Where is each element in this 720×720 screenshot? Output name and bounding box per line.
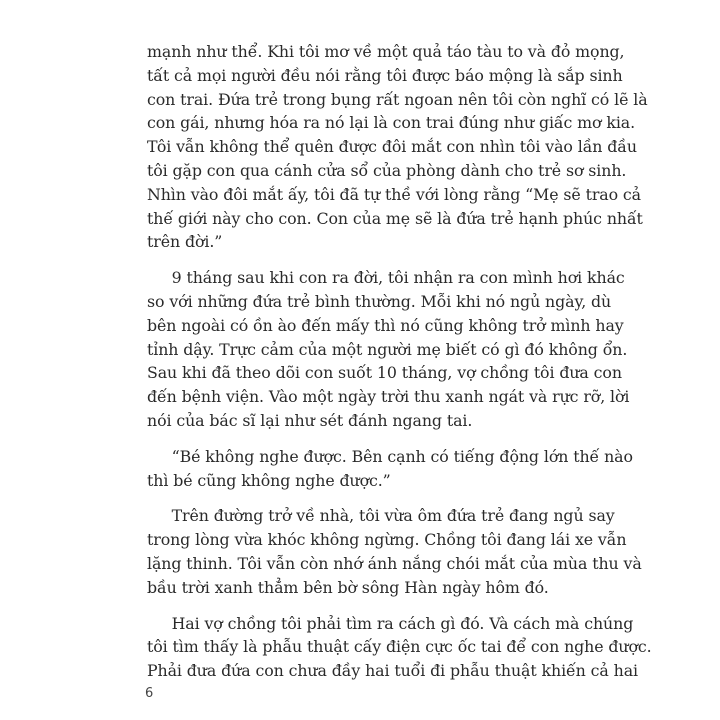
text-line: tôi tìm thấy là phẫu thuật cấy điện cực ốc tai để con nghe được. <box>147 637 652 657</box>
text-line: bên ngoài có ồn ào đến mấy thì nó cũng không trở mình hay <box>147 315 624 335</box>
text-line: con trai. Đứa trẻ trong bụng rất ngoan nên tôi còn nghĩ có lẽ là <box>147 89 648 109</box>
text-line: so với những đứa trẻ bình thường. Mỗi khi nó ngủ ngày, dù <box>147 291 612 311</box>
text-line: Phải đưa đứa con chưa đầy hai tuổi đi phẫu thuật khiến cả hai <box>147 661 638 681</box>
text-line: mạnh như thể. Khi tôi mơ về một quả táo tàu to và đỏ mọng, <box>147 42 625 61</box>
text-line: 9 tháng sau khi con ra đời, tôi nhận ra con mình hơi khác <box>147 268 625 288</box>
body-text <box>147 40 652 695</box>
text-line: tôi gặp con qua cánh cửa sổ của phòng dành cho trẻ sơ sinh. <box>147 160 627 180</box>
text-line: lặng thinh. Tôi vẫn còn nhớ ánh nắng chói mắt của mùa thu và <box>147 553 642 573</box>
paragraph-2 <box>147 266 630 433</box>
page-number: 6 <box>145 686 154 701</box>
text-line: Hai vợ chồng tôi phải tìm ra cách gì đó. Và cách mà chúng <box>147 613 634 633</box>
text-line: trong lòng vừa khóc không ngừng. Chồng tôi đang lái xe vẫn <box>147 530 627 550</box>
text-line: Sau khi đã theo dõi con suốt 10 tháng, vợ chồng tôi đưa con <box>147 363 622 383</box>
text-line: tỉnh dậy. Trực cảm của một người mẹ biết có gì đó không ổn. <box>147 339 628 359</box>
text-line: bầu trời xanh thẳm bên bờ sông Hàn ngày hôm đó. <box>147 577 549 597</box>
text-line: đến bệnh viện. Vào một ngày trời thu xanh ngát và rực rỡ, lời <box>147 387 630 407</box>
text-line: Trên đường trở về nhà, tôi vừa ôm đứa trẻ đang ngủ say <box>147 506 615 526</box>
text-line: thì bé cũng không nghe được.” <box>147 470 391 490</box>
paragraph-1 <box>147 40 648 254</box>
text-line: con gái, nhưng hóa ra nó lại là con trai đúng như giấc mơ kia. <box>147 113 636 133</box>
text-line: trên đời.” <box>147 232 223 252</box>
paragraph-5 <box>147 612 652 683</box>
text-line: “Bé không nghe được. Bên cạnh có tiếng động lớn thế nào <box>147 446 633 466</box>
text-line: tất cả mọi người đều nói rằng tôi được báo mộng là sắp sinh <box>147 65 623 85</box>
text-line: nói của bác sĩ lại như sét đánh ngang tai. <box>147 410 473 430</box>
text-line: thế giới này cho con. Con của mẹ sẽ là đứa trẻ hạnh phúc nhất <box>147 208 643 228</box>
text-line: Nhìn vào đôi mắt ấy, tôi đã tự thề với lòng rằng “Mẹ sẽ trao cả <box>147 184 641 204</box>
paragraph-3 <box>147 445 633 493</box>
text-line: Tôi vẫn không thể quên được đôi mắt con nhìn tôi vào lần đầu <box>147 137 637 157</box>
paragraph-4 <box>147 504 642 599</box>
